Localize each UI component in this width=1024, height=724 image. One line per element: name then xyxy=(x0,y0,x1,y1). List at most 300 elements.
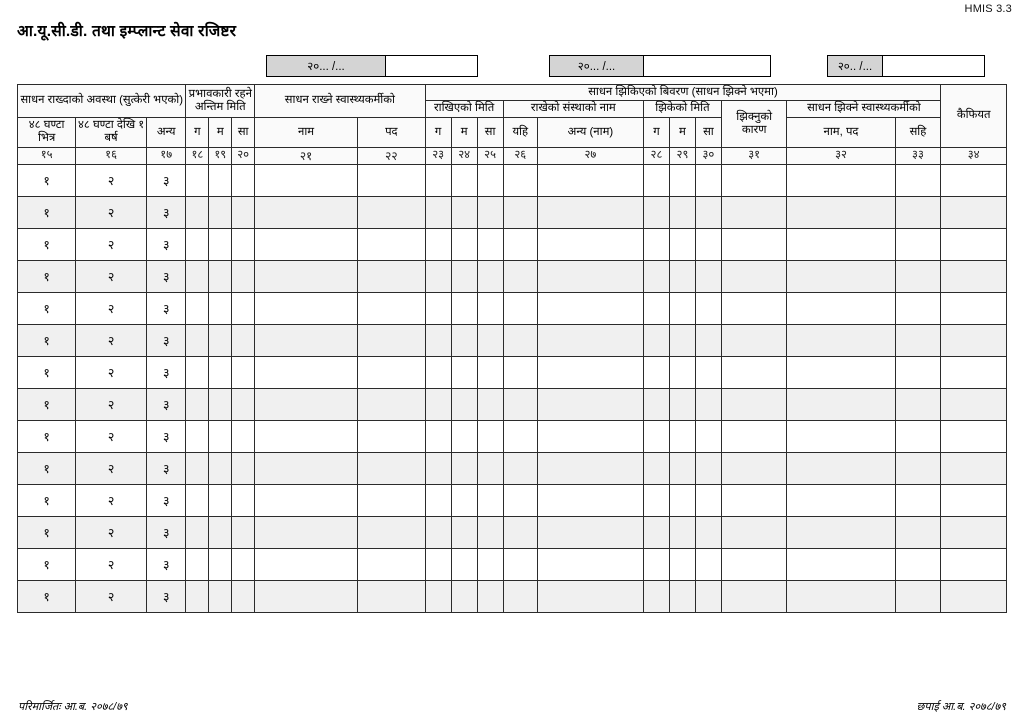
cell-blank[interactable] xyxy=(255,292,358,324)
cell-blank[interactable] xyxy=(425,452,451,484)
cell-blank[interactable] xyxy=(787,516,895,548)
cell-blank[interactable] xyxy=(787,356,895,388)
cell-blank[interactable] xyxy=(721,228,787,260)
cell-blank[interactable] xyxy=(451,516,477,548)
cell-blank[interactable] xyxy=(503,292,537,324)
cell-blank[interactable] xyxy=(503,228,537,260)
cell-blank[interactable] xyxy=(209,516,232,548)
cell-blank[interactable] xyxy=(787,484,895,516)
cell-condition-option-३[interactable]: ३ xyxy=(146,324,186,356)
fiscal-year-input-1[interactable] xyxy=(386,55,478,77)
cell-blank[interactable] xyxy=(503,452,537,484)
cell-condition-option-२[interactable]: २ xyxy=(76,484,147,516)
cell-blank[interactable] xyxy=(721,356,787,388)
cell-blank[interactable] xyxy=(787,548,895,580)
cell-blank[interactable] xyxy=(695,452,721,484)
cell-blank[interactable] xyxy=(209,388,232,420)
cell-blank[interactable] xyxy=(895,260,941,292)
cell-blank[interactable] xyxy=(209,484,232,516)
cell-blank[interactable] xyxy=(941,324,1007,356)
header-row-1 xyxy=(18,85,1007,101)
cell-blank[interactable] xyxy=(643,356,669,388)
cell-blank[interactable] xyxy=(358,260,426,292)
cell-blank[interactable] xyxy=(895,484,941,516)
cell-blank[interactable] xyxy=(358,228,426,260)
cell-blank[interactable] xyxy=(232,196,255,228)
cell-condition-option-१[interactable]: १ xyxy=(18,196,76,228)
cell-blank[interactable] xyxy=(425,388,451,420)
cell-blank[interactable] xyxy=(669,164,695,196)
cell-blank[interactable] xyxy=(358,324,426,356)
cell-blank[interactable] xyxy=(721,516,787,548)
cell-blank[interactable] xyxy=(669,580,695,612)
cell-blank[interactable] xyxy=(895,228,941,260)
cell-condition-option-३[interactable]: ३ xyxy=(146,548,186,580)
cell-blank[interactable] xyxy=(895,164,941,196)
cell-blank[interactable] xyxy=(941,164,1007,196)
cell-blank[interactable] xyxy=(721,260,787,292)
cell-condition-option-१[interactable]: १ xyxy=(18,164,76,196)
cell-blank[interactable] xyxy=(451,260,477,292)
cell-blank[interactable] xyxy=(787,260,895,292)
cell-blank[interactable] xyxy=(186,548,209,580)
cell-blank[interactable] xyxy=(503,324,537,356)
cell-condition-option-१[interactable]: १ xyxy=(18,516,76,548)
cell-blank[interactable] xyxy=(477,260,503,292)
cell-blank[interactable] xyxy=(451,580,477,612)
cell-blank[interactable] xyxy=(255,260,358,292)
cell-blank[interactable] xyxy=(477,580,503,612)
cell-condition-option-२[interactable]: २ xyxy=(76,196,147,228)
fiscal-year-group-2 xyxy=(549,55,771,77)
cell-blank[interactable] xyxy=(895,548,941,580)
cell-condition-option-१[interactable]: १ xyxy=(18,548,76,580)
cell-blank[interactable] xyxy=(503,484,537,516)
cell-blank[interactable] xyxy=(787,164,895,196)
table-row xyxy=(18,484,1007,516)
cell-blank[interactable] xyxy=(695,164,721,196)
cell-blank[interactable] xyxy=(787,452,895,484)
cell-blank[interactable] xyxy=(232,388,255,420)
cell-condition-option-१[interactable]: १ xyxy=(18,452,76,484)
cell-blank[interactable] xyxy=(721,292,787,324)
cell-condition-option-१[interactable]: १ xyxy=(18,420,76,452)
cell-blank[interactable] xyxy=(643,516,669,548)
cell-blank[interactable] xyxy=(503,356,537,388)
cell-condition-option-३[interactable]: ३ xyxy=(146,228,186,260)
cell-blank[interactable] xyxy=(787,196,895,228)
cell-blank[interactable] xyxy=(695,196,721,228)
cell-blank[interactable] xyxy=(425,420,451,452)
cell-blank[interactable] xyxy=(425,356,451,388)
cell-blank[interactable] xyxy=(209,580,232,612)
cell-blank[interactable] xyxy=(425,580,451,612)
cell-condition-option-१[interactable]: १ xyxy=(18,484,76,516)
header-removed-date: झिकेको मिति xyxy=(643,101,721,117)
cell-condition-option-१[interactable]: १ xyxy=(18,292,76,324)
cell-blank[interactable] xyxy=(721,324,787,356)
cell-blank[interactable] xyxy=(941,292,1007,324)
cell-blank[interactable] xyxy=(537,452,643,484)
cell-blank[interactable] xyxy=(255,516,358,548)
cell-blank[interactable] xyxy=(695,292,721,324)
column-number-१६: १६ xyxy=(76,147,147,164)
cell-condition-option-२[interactable]: २ xyxy=(76,228,147,260)
cell-blank[interactable] xyxy=(451,452,477,484)
cell-blank[interactable] xyxy=(695,516,721,548)
cell-blank[interactable] xyxy=(537,196,643,228)
cell-blank[interactable] xyxy=(186,228,209,260)
table-row xyxy=(18,356,1007,388)
cell-blank[interactable] xyxy=(895,420,941,452)
cell-condition-option-३[interactable]: ३ xyxy=(146,292,186,324)
cell-blank[interactable] xyxy=(255,356,358,388)
cell-blank[interactable] xyxy=(643,420,669,452)
cell-blank[interactable] xyxy=(503,388,537,420)
cell-blank[interactable] xyxy=(209,164,232,196)
cell-blank[interactable] xyxy=(787,292,895,324)
cell-blank[interactable] xyxy=(451,484,477,516)
cell-blank[interactable] xyxy=(451,324,477,356)
cell-blank[interactable] xyxy=(255,580,358,612)
cell-blank[interactable] xyxy=(643,452,669,484)
cell-condition-option-१[interactable]: १ xyxy=(18,324,76,356)
cell-blank[interactable] xyxy=(669,292,695,324)
cell-condition-option-२[interactable]: २ xyxy=(76,356,147,388)
cell-blank[interactable] xyxy=(358,420,426,452)
fiscal-year-label-2: २०... /... xyxy=(549,55,644,77)
cell-blank[interactable] xyxy=(451,420,477,452)
cell-blank[interactable] xyxy=(477,324,503,356)
cell-blank[interactable] xyxy=(503,164,537,196)
cell-blank[interactable] xyxy=(451,196,477,228)
cell-blank[interactable] xyxy=(721,548,787,580)
cell-blank[interactable] xyxy=(537,388,643,420)
cell-blank[interactable] xyxy=(358,292,426,324)
cell-blank[interactable] xyxy=(186,292,209,324)
cell-blank[interactable] xyxy=(232,164,255,196)
cell-blank[interactable] xyxy=(537,164,643,196)
cell-condition-option-३[interactable]: ३ xyxy=(146,516,186,548)
cell-blank[interactable] xyxy=(895,516,941,548)
cell-blank[interactable] xyxy=(425,484,451,516)
cell-condition-option-२[interactable]: २ xyxy=(76,324,147,356)
column-number-२४: २४ xyxy=(451,147,477,164)
cell-condition-option-१[interactable]: १ xyxy=(18,356,76,388)
cell-blank[interactable] xyxy=(537,228,643,260)
table-row xyxy=(18,164,1007,196)
cell-blank[interactable] xyxy=(186,516,209,548)
cell-blank[interactable] xyxy=(941,196,1007,228)
cell-blank[interactable] xyxy=(209,452,232,484)
cell-blank[interactable] xyxy=(895,388,941,420)
cell-blank[interactable] xyxy=(669,484,695,516)
cell-blank[interactable] xyxy=(721,484,787,516)
cell-blank[interactable] xyxy=(643,292,669,324)
cell-blank[interactable] xyxy=(537,516,643,548)
cell-condition-option-३[interactable]: ३ xyxy=(146,420,186,452)
cell-blank[interactable] xyxy=(255,196,358,228)
cell-blank[interactable] xyxy=(477,164,503,196)
cell-blank[interactable] xyxy=(643,580,669,612)
cell-blank[interactable] xyxy=(209,356,232,388)
cell-blank[interactable] xyxy=(669,324,695,356)
header-inserting-org: राखेको संस्थाको नाम xyxy=(503,101,643,117)
cell-blank[interactable] xyxy=(643,228,669,260)
cell-blank[interactable] xyxy=(255,452,358,484)
cell-blank[interactable] xyxy=(721,388,787,420)
cell-blank[interactable] xyxy=(255,164,358,196)
cell-blank[interactable] xyxy=(503,260,537,292)
cell-blank[interactable] xyxy=(669,516,695,548)
cell-blank[interactable] xyxy=(451,388,477,420)
cell-blank[interactable] xyxy=(255,484,358,516)
cell-blank[interactable] xyxy=(669,548,695,580)
cell-condition-option-३[interactable]: ३ xyxy=(146,164,186,196)
cell-blank[interactable] xyxy=(503,420,537,452)
cell-blank[interactable] xyxy=(941,452,1007,484)
cell-blank[interactable] xyxy=(669,228,695,260)
cell-blank[interactable] xyxy=(232,292,255,324)
cell-blank[interactable] xyxy=(895,196,941,228)
cell-blank[interactable] xyxy=(643,388,669,420)
cell-blank[interactable] xyxy=(358,484,426,516)
cell-condition-option-३[interactable]: ३ xyxy=(146,452,186,484)
cell-blank[interactable] xyxy=(941,484,1007,516)
cell-condition-option-१[interactable]: १ xyxy=(18,260,76,292)
cell-blank[interactable] xyxy=(787,420,895,452)
cell-blank[interactable] xyxy=(643,260,669,292)
cell-blank[interactable] xyxy=(425,196,451,228)
cell-blank[interactable] xyxy=(537,356,643,388)
cell-blank[interactable] xyxy=(787,228,895,260)
cell-blank[interactable] xyxy=(895,452,941,484)
cell-condition-option-२[interactable]: २ xyxy=(76,516,147,548)
cell-blank[interactable] xyxy=(643,484,669,516)
cell-condition-option-१[interactable]: १ xyxy=(18,388,76,420)
cell-condition-option-३[interactable]: ३ xyxy=(146,388,186,420)
cell-blank[interactable] xyxy=(721,196,787,228)
cell-blank[interactable] xyxy=(503,196,537,228)
cell-blank[interactable] xyxy=(695,548,721,580)
cell-blank[interactable] xyxy=(643,324,669,356)
cell-blank[interactable] xyxy=(941,420,1007,452)
cell-blank[interactable] xyxy=(255,324,358,356)
cell-blank[interactable] xyxy=(186,452,209,484)
cell-blank[interactable] xyxy=(451,164,477,196)
cell-blank[interactable] xyxy=(186,356,209,388)
cell-blank[interactable] xyxy=(895,292,941,324)
cell-condition-option-२[interactable]: २ xyxy=(76,452,147,484)
cell-blank[interactable] xyxy=(537,324,643,356)
cell-blank[interactable] xyxy=(451,356,477,388)
fiscal-year-input-2[interactable] xyxy=(644,55,771,77)
cell-blank[interactable] xyxy=(209,228,232,260)
cell-blank[interactable] xyxy=(787,580,895,612)
cell-blank[interactable] xyxy=(941,260,1007,292)
cell-condition-option-३[interactable]: ३ xyxy=(146,484,186,516)
column-number-१५: १५ xyxy=(18,147,76,164)
cell-blank[interactable] xyxy=(643,548,669,580)
cell-blank[interactable] xyxy=(669,420,695,452)
cell-blank[interactable] xyxy=(477,548,503,580)
cell-blank[interactable] xyxy=(186,420,209,452)
cell-blank[interactable] xyxy=(425,548,451,580)
cell-condition-option-२[interactable]: २ xyxy=(76,580,147,612)
cell-blank[interactable] xyxy=(695,260,721,292)
cell-blank[interactable] xyxy=(255,388,358,420)
fiscal-year-group-3 xyxy=(827,55,985,77)
cell-blank[interactable] xyxy=(721,164,787,196)
cell-condition-option-२[interactable]: २ xyxy=(76,420,147,452)
cell-blank[interactable] xyxy=(232,580,255,612)
cell-blank[interactable] xyxy=(721,580,787,612)
cell-blank[interactable] xyxy=(425,260,451,292)
cell-blank[interactable] xyxy=(232,548,255,580)
cell-blank[interactable] xyxy=(186,324,209,356)
cell-blank[interactable] xyxy=(358,548,426,580)
cell-blank[interactable] xyxy=(255,420,358,452)
cell-condition-option-३[interactable]: ३ xyxy=(146,580,186,612)
cell-blank[interactable] xyxy=(451,292,477,324)
cell-condition-option-२[interactable]: २ xyxy=(76,292,147,324)
cell-blank[interactable] xyxy=(232,516,255,548)
cell-blank[interactable] xyxy=(669,356,695,388)
cell-blank[interactable] xyxy=(787,324,895,356)
cell-blank[interactable] xyxy=(209,292,232,324)
cell-blank[interactable] xyxy=(186,388,209,420)
cell-blank[interactable] xyxy=(232,484,255,516)
cell-blank[interactable] xyxy=(451,548,477,580)
cell-blank[interactable] xyxy=(503,548,537,580)
cell-blank[interactable] xyxy=(895,580,941,612)
subheader-eff-sa: सा xyxy=(232,117,255,147)
cell-blank[interactable] xyxy=(358,580,426,612)
subheader-within-48h: ४८ घण्टा भित्र xyxy=(18,117,76,147)
cell-blank[interactable] xyxy=(537,580,643,612)
cell-blank[interactable] xyxy=(477,452,503,484)
cell-blank[interactable] xyxy=(451,228,477,260)
cell-blank[interactable] xyxy=(643,196,669,228)
cell-blank[interactable] xyxy=(186,580,209,612)
cell-blank[interactable] xyxy=(232,356,255,388)
cell-blank[interactable] xyxy=(503,516,537,548)
cell-blank[interactable] xyxy=(186,196,209,228)
cell-blank[interactable] xyxy=(695,356,721,388)
cell-blank[interactable] xyxy=(232,452,255,484)
cell-blank[interactable] xyxy=(477,356,503,388)
fiscal-year-input-3[interactable] xyxy=(883,55,985,77)
cell-blank[interactable] xyxy=(941,388,1007,420)
cell-blank[interactable] xyxy=(425,516,451,548)
cell-blank[interactable] xyxy=(209,260,232,292)
cell-blank[interactable] xyxy=(209,196,232,228)
cell-blank[interactable] xyxy=(477,292,503,324)
cell-blank[interactable] xyxy=(503,580,537,612)
cell-blank[interactable] xyxy=(721,420,787,452)
cell-blank[interactable] xyxy=(255,548,358,580)
cell-blank[interactable] xyxy=(695,484,721,516)
cell-blank[interactable] xyxy=(477,516,503,548)
cell-blank[interactable] xyxy=(477,196,503,228)
cell-blank[interactable] xyxy=(255,228,358,260)
subheader-inserter-post: पद xyxy=(358,117,426,147)
cell-blank[interactable] xyxy=(358,356,426,388)
cell-blank[interactable] xyxy=(232,260,255,292)
cell-blank[interactable] xyxy=(209,548,232,580)
cell-blank[interactable] xyxy=(425,324,451,356)
cell-blank[interactable] xyxy=(477,388,503,420)
cell-blank[interactable] xyxy=(537,548,643,580)
cell-blank[interactable] xyxy=(477,484,503,516)
cell-blank[interactable] xyxy=(358,388,426,420)
cell-condition-option-२[interactable]: २ xyxy=(76,260,147,292)
cell-blank[interactable] xyxy=(425,228,451,260)
cell-blank[interactable] xyxy=(209,324,232,356)
cell-blank[interactable] xyxy=(358,452,426,484)
cell-blank[interactable] xyxy=(358,196,426,228)
cell-condition-option-३[interactable]: ३ xyxy=(146,356,186,388)
cell-blank[interactable] xyxy=(537,292,643,324)
cell-blank[interactable] xyxy=(669,196,695,228)
cell-blank[interactable] xyxy=(537,484,643,516)
cell-blank[interactable] xyxy=(477,420,503,452)
fiscal-year-label-3: २०.. /... xyxy=(827,55,883,77)
cell-condition-option-२[interactable]: २ xyxy=(76,388,147,420)
cell-blank[interactable] xyxy=(941,228,1007,260)
cell-blank[interactable] xyxy=(941,356,1007,388)
cell-blank[interactable] xyxy=(537,260,643,292)
cell-condition-option-३[interactable]: ३ xyxy=(146,196,186,228)
cell-blank[interactable] xyxy=(695,324,721,356)
cell-blank[interactable] xyxy=(425,292,451,324)
cell-blank[interactable] xyxy=(695,580,721,612)
cell-condition-option-१[interactable]: १ xyxy=(18,228,76,260)
cell-blank[interactable] xyxy=(721,452,787,484)
cell-blank[interactable] xyxy=(895,324,941,356)
cell-blank[interactable] xyxy=(537,420,643,452)
cell-blank[interactable] xyxy=(477,228,503,260)
cell-blank[interactable] xyxy=(895,356,941,388)
cell-blank[interactable] xyxy=(669,452,695,484)
cell-blank[interactable] xyxy=(425,164,451,196)
cell-blank[interactable] xyxy=(695,228,721,260)
cell-blank[interactable] xyxy=(787,388,895,420)
cell-blank[interactable] xyxy=(941,548,1007,580)
cell-condition-option-१[interactable]: १ xyxy=(18,580,76,612)
cell-blank[interactable] xyxy=(358,164,426,196)
cell-blank[interactable] xyxy=(695,388,721,420)
cell-blank[interactable] xyxy=(186,484,209,516)
cell-condition-option-३[interactable]: ३ xyxy=(146,260,186,292)
cell-blank[interactable] xyxy=(232,420,255,452)
cell-condition-option-२[interactable]: २ xyxy=(76,164,147,196)
cell-blank[interactable] xyxy=(186,164,209,196)
cell-blank[interactable] xyxy=(232,324,255,356)
cell-blank[interactable] xyxy=(186,260,209,292)
cell-blank[interactable] xyxy=(695,420,721,452)
cell-blank[interactable] xyxy=(941,516,1007,548)
cell-blank[interactable] xyxy=(669,260,695,292)
cell-condition-option-२[interactable]: २ xyxy=(76,548,147,580)
subheader-remover-name-post: नाम, पद xyxy=(787,117,895,147)
cell-blank[interactable] xyxy=(643,164,669,196)
cell-blank[interactable] xyxy=(669,388,695,420)
cell-blank[interactable] xyxy=(941,580,1007,612)
cell-blank[interactable] xyxy=(232,228,255,260)
cell-blank[interactable] xyxy=(358,516,426,548)
cell-blank[interactable] xyxy=(209,420,232,452)
